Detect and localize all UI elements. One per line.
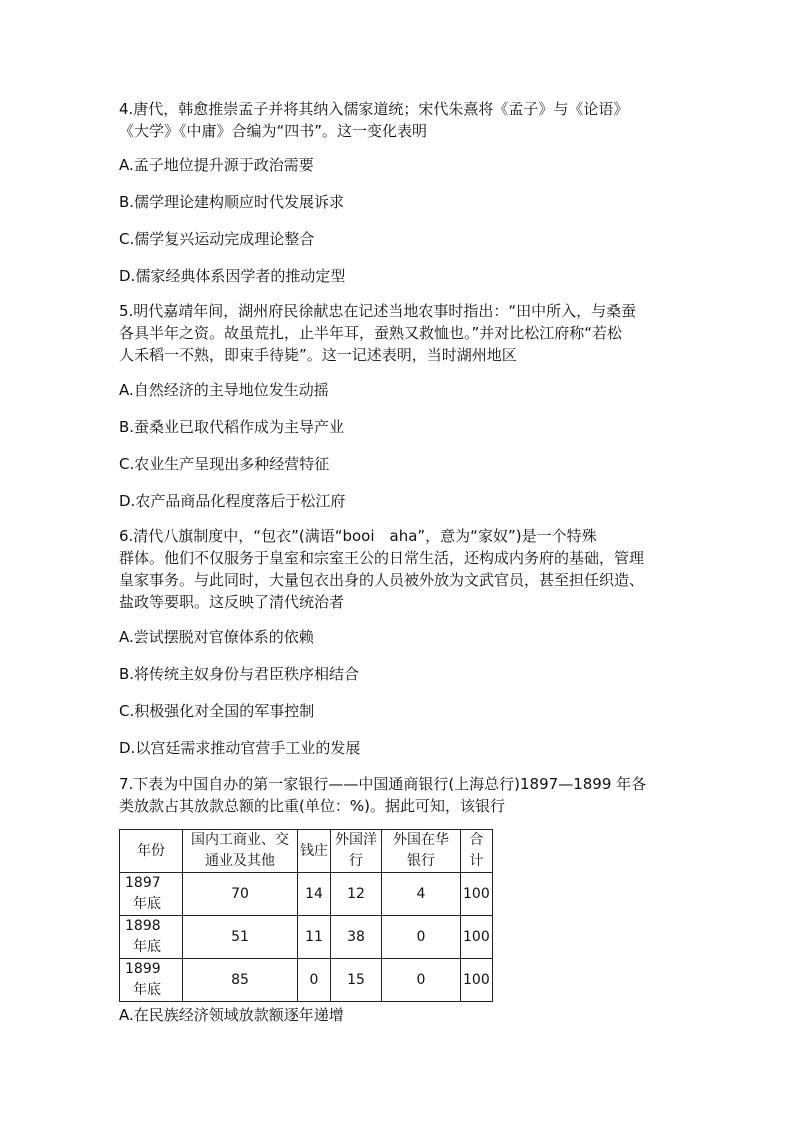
cell-foreign-firms: 15 [331,959,382,1002]
cell-foreign-firms: 38 [331,916,382,959]
cell-qianzhuang: 14 [298,873,331,916]
q5-option-d: D.农产品商品化程度落后于松江府 [119,492,346,510]
q5-stem-line-3: 人禾稻一不熟，即束手待毙”。这一记述表明，当时湖州地区 [119,346,517,364]
q4-option-d: D.儒家经典体系因学者的推动定型 [119,267,346,285]
q6-stem-line-3: 皇家事务。与此同时，大量包衣出身的人员被外放为文武官员，甚至担任织造、 [119,571,645,589]
row-year: 1898 年底 [120,916,183,959]
cell-qianzhuang: 0 [298,959,331,1002]
cell-domestic: 85 [183,959,298,1002]
q5-option-a: A.自然经济的主导地位发生动摇 [119,381,329,399]
table-header-row [120,830,493,873]
q5-stem-line-2: 各具半年之资。故虽荒扎，止半年耳，蚕熟又救恤也。”并对比松江府称“若松 [119,324,623,342]
q6-option-d: D.以宫廷需求推动官营手工业的发展 [119,739,361,757]
header-year: 年份 [120,830,183,873]
q4-stem-line-1: 4.唐代，韩愈推崇孟子并将其纳入儒家道统；宋代朱熹将《孟子》与《论语》 [119,100,629,118]
cell-total: 100 [461,959,493,1002]
q6-option-c: C.积极强化对全国的军事控制 [119,702,315,720]
cell-foreign-banks: 0 [382,959,461,1002]
header-foreign-firms: 外国洋 行 [331,830,382,873]
header-total: 合 计 [461,830,493,873]
row-year: 1899 年底 [120,959,183,1002]
header-domestic: 国内工商业、交 通业及其他 [183,830,298,873]
q6-option-b: B.将传统主奴身份与君臣秩序相结合 [119,665,360,683]
cell-total: 100 [461,916,493,959]
q4-option-b: B.儒学理论建构顺应时代发展诉求 [119,193,345,211]
q4-stem-line-2: 《大学》《中庸》合编为“四书”。这一变化表明 [119,122,428,140]
cell-domestic: 70 [183,873,298,916]
q5-option-c: C.农业生产呈现出多种经营特征 [119,455,330,473]
q6-stem-line-1: 6.清代八旗制度中，“包衣”(满语“booi aha”，意为“家奴”)是一个特殊 [119,527,597,545]
cell-foreign-banks: 0 [382,916,461,959]
cell-foreign-firms: 12 [331,873,382,916]
loan-ratio-table [119,829,493,1002]
cell-domestic: 51 [183,916,298,959]
q6-stem-line-2: 群体。他们不仅服务于皇室和宗室王公的日常生活，还构成内务府的基础，管理 [119,549,645,567]
q5-option-b: B.蚕桑业已取代稻作成为主导产业 [119,418,345,436]
q6-option-a: A.尝试摆脱对官僚体系的依赖 [119,628,314,646]
table-row [120,959,493,1002]
q5-stem-line-1: 5.明代嘉靖年间，湖州府民徐献忠在记述当地农事时指出：“田中所入，与桑蚕 [119,302,637,320]
q7-stem-line-1: 7.下表为中国自办的第一家银行——中国通商银行(上海总行)1897—1899 年各 [119,775,647,793]
cell-total: 100 [461,873,493,916]
q4-option-a: A.孟子地位提升源于政治需要 [119,156,314,174]
row-year: 1897 年底 [120,873,183,916]
q4-option-c: C.儒学复兴运动完成理论整合 [119,230,315,248]
cell-qianzhuang: 11 [298,916,331,959]
table-row [120,873,493,916]
q6-stem-line-4: 盐政等要职。这反映了清代统治者 [119,593,345,611]
table-row [120,916,493,959]
cell-foreign-banks: 4 [382,873,461,916]
header-qianzhuang: 钱庄 [298,830,331,873]
q7-option-a: A.在民族经济领域放款额逐年递增 [119,1006,344,1024]
header-foreign-banks: 外国在华 银行 [382,830,461,873]
q7-stem-line-2: 类放款占其放款总额的比重(单位：%)。据此可知，该银行 [119,797,505,815]
